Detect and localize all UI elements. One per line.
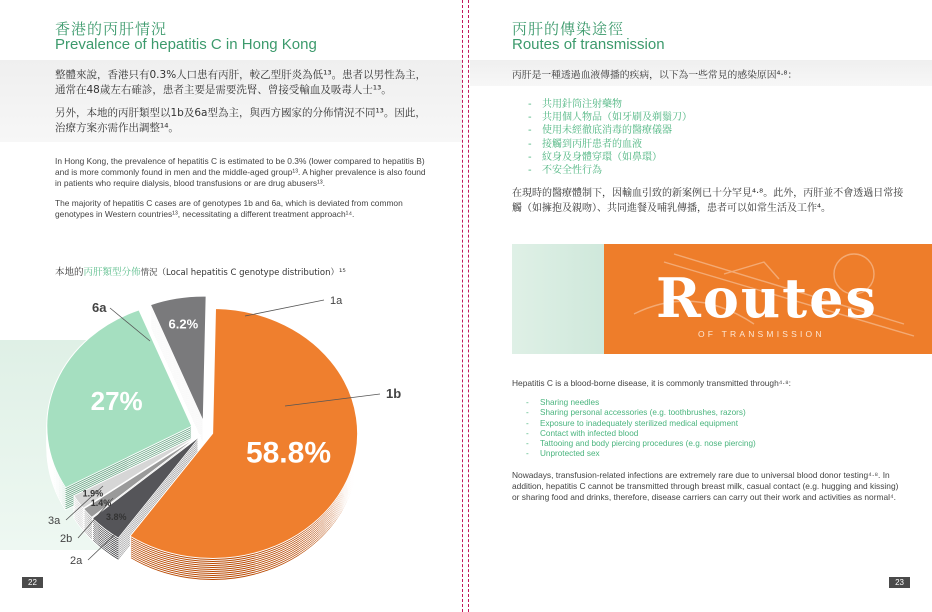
page-number-left: 22 [22, 577, 43, 588]
chart-caption-pre: 本地的 [55, 267, 84, 278]
banner-title: Routes [656, 266, 878, 330]
page-number-right: 23 [889, 577, 910, 588]
left-title-en: Prevalence of hepatitis C in Hong Kong [55, 36, 317, 53]
routes-banner [512, 244, 932, 354]
chart-caption-post: 情況（Local hepatitis C genotype distribution）¹⁵ [140, 268, 346, 278]
pie-category-label-6a: 6a [92, 300, 107, 315]
pie-value-label-6a: 27% [90, 386, 143, 417]
transmission-list-en [526, 398, 906, 460]
pie-leader-1a [245, 300, 324, 316]
chart-caption-green: 丙肝類型分佈 [83, 267, 141, 278]
chart-caption [55, 265, 435, 281]
pie-category-label-1b: 1b [386, 386, 402, 401]
right-intro-en: Hepatitis C is a blood-borne disease, it is commonly transmitted through⁴·⁸: [512, 378, 791, 388]
pie-category-label-1a: 1a [330, 295, 343, 307]
left-page [0, 0, 462, 612]
pie-value-label-3a: 1.9% [82, 488, 104, 499]
pie-category-label-2a: 2a [70, 555, 83, 567]
pie-value-label-2b: 1.4% [90, 498, 112, 509]
right-title-en: Routes of transmission [512, 36, 665, 53]
banner-subtitle: OF TRANSMISSION [698, 329, 825, 339]
page-spine [462, 0, 470, 612]
transmission-item-en-1: - Sharing personal accessories (e.g. toothbrushes, razors) [526, 408, 906, 418]
right-intro-zh: 丙肝是一種透過血液傳播的疾病，以下為一些常見的感染原因⁴·⁸： [512, 70, 798, 81]
genotype-pie-chart [0, 286, 462, 592]
transmission-item-zh-2: - 使用未經徹底消毒的醫療儀器 [528, 124, 908, 137]
right-page [470, 0, 932, 612]
pie-category-label-2b: 2b [60, 533, 73, 545]
left-title-zh: 香港的丙肝情況 [55, 20, 168, 38]
banner-green-strip [512, 244, 604, 354]
transmission-item-zh-5: - 不安全性行為 [528, 164, 908, 177]
transmission-item-en-5: - Unprotected sex [526, 449, 906, 459]
pie-value-label-2a: 3.8% [105, 512, 127, 523]
pie-value-label-1b: 58.8% [245, 436, 332, 470]
transmission-item-zh-0: - 共用針筒注射藥物 [528, 98, 908, 111]
right-title-zh: 丙肝的傳染途徑 [512, 20, 625, 38]
transmission-item-en-3: - Contact with infected blood [526, 429, 906, 439]
transmission-item-zh-4: - 紋身及身體穿環（如鼻環） [528, 151, 908, 164]
left-para1-en: In Hong Kong, the prevalence of hepatitis C is estimated to be 0.3% (lower compared to hepatitis B) and is more commonly found in men and the middle-aged group¹³. A higher prevalence is also found in patients who require dialysis, blood transfusions or are drug abusers¹³. [55, 156, 426, 188]
right-outro-zh: 在現時的醫療體制下，因輸血引致的新案例已十分罕見⁴·⁸。此外，丙肝並不會透過日常接觸（如擁抱及親吻）、共同進餐及哺乳傳播，患者可以如常生活及工作⁴。 [512, 188, 904, 214]
right-outro-en: Nowadays, transfusion-related infections are extremely rare due to universal blood donor testing⁴·⁸. In addition, hepatitis C cannot be transmitted through breast milk, casual contact (e.g. hugging and kissing) or sharing food and drinks, therefore, disease carriers can carry out their work and activities as normal⁴. [512, 470, 899, 502]
pie-value-label-1a: 6.2% [168, 316, 199, 332]
transmission-list-zh [528, 98, 908, 177]
transmission-item-en-0: - Sharing needles [526, 398, 906, 408]
left-para2-zh: 另外，本地的丙肝類型以1b及6a型為主，與西方國家的分佈情況不同¹³。因此，治療方案亦需作出調整¹⁴。 [55, 107, 426, 134]
transmission-item-zh-3: - 接觸到丙肝患者的血液 [528, 138, 908, 151]
transmission-item-en-2: - Exposure to inadequately sterilized medical equipment [526, 419, 906, 429]
left-para1-zh: 整體來說，香港只有0.3%人口患有丙肝，較乙型肝炎為低¹³。患者以男性為主，通常在48歲左右確診，患者主要是需要洗腎、曾接受輸血及吸毒人士¹³。 [55, 69, 427, 96]
transmission-item-en-4: - Tattooing and body piercing procedures (e.g. nose piercing) [526, 439, 906, 449]
pie-category-label-3a: 3a [48, 515, 61, 527]
transmission-item-zh-1: - 共用個人物品（如牙刷及剃鬚刀） [528, 111, 908, 124]
left-para2-en: The majority of hepatitis C cases are of genotypes 1b and 6a, which is deviated from common genotypes in Western countries¹³, necessitating a different treatment approach¹⁴. [55, 198, 403, 219]
